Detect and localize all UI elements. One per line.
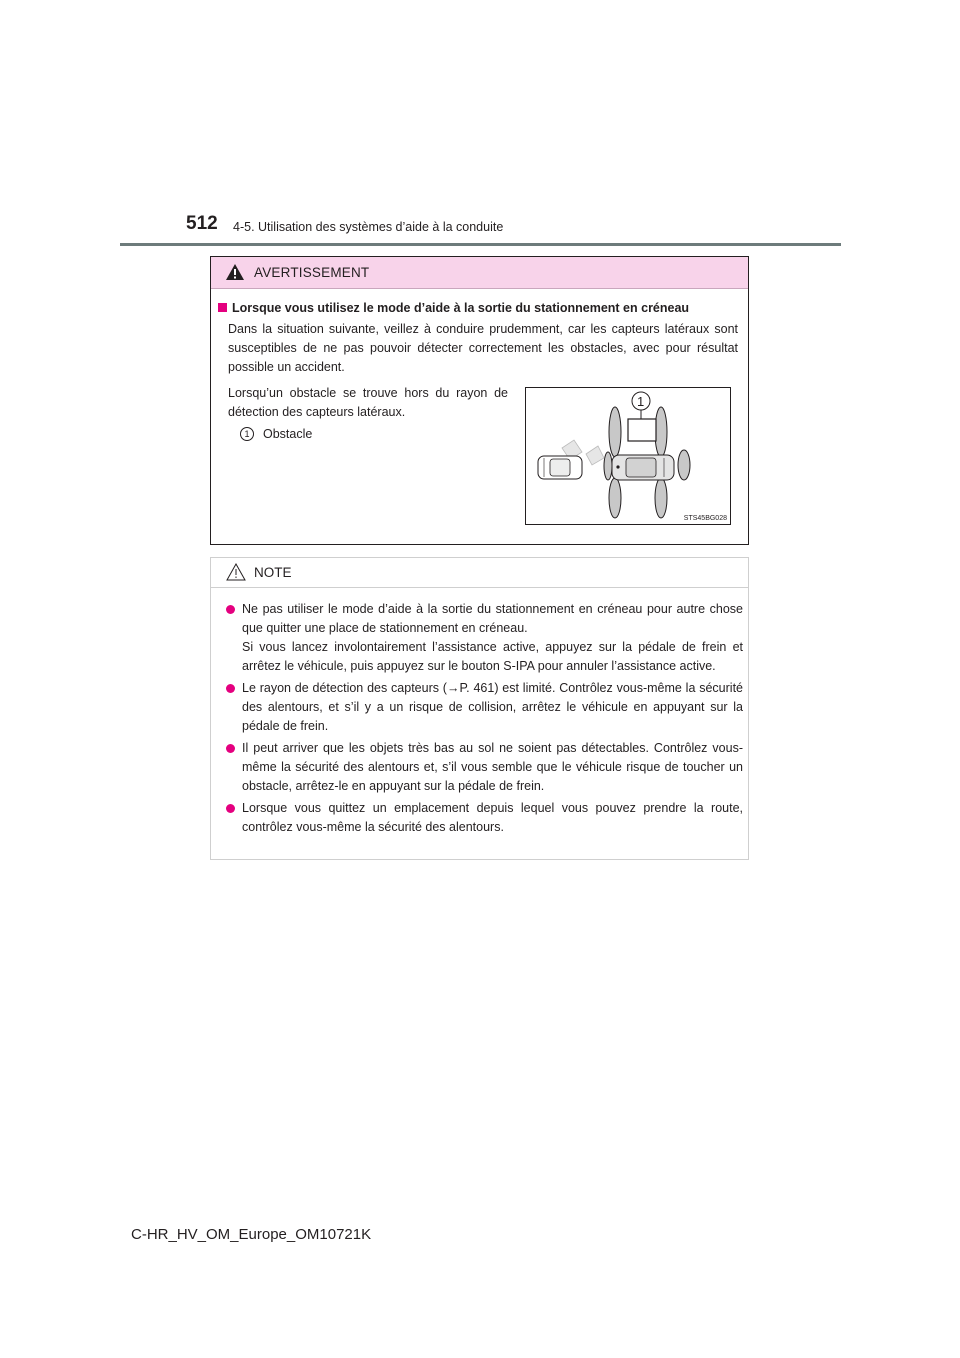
callout-number: 1: [240, 427, 254, 441]
note-text: Ne pas utiliser le mode d’aide à la sortie du stationnement en créneau pour autre chose que quitter une place de stationnement en créneau.: [242, 602, 743, 635]
warning-header: [211, 257, 748, 289]
parking-illustration: [525, 387, 731, 525]
page-number: 512: [186, 213, 218, 234]
warning-situation: Lorsqu’un obstacle se trouve hors du rayon de détection des capteurs latéraux.: [228, 386, 508, 419]
own-vehicle: [612, 455, 674, 480]
square-bullet-icon: [218, 303, 227, 312]
trajectory-arrow: [586, 446, 604, 465]
sensor-range-front: [604, 452, 612, 480]
note-text: Si vous lancez involontairement l’assistance active, appuyez sur la pédale de frein et arrêtez le véhicule, puis appuyez sur le bouton S-IPA pour annuler l’assistance active.: [242, 640, 743, 673]
note-text: Lorsque vous quittez un emplacement depuis lequel vous pouvez prendre la route, contrôlez vous-même la sécurité des alentours.: [242, 801, 743, 834]
warning-box: [210, 256, 749, 545]
note-text: Le rayon de détection des capteurs (→P. 461) est limité. Contrôlez vous-même la sécurité des alentours, et s’il y a un risque de collision, arrêtez le véhicule en appuyant sur la pédale de frein.: [242, 681, 743, 733]
warning-label: AVERTISSEMENT: [254, 265, 370, 280]
figure-code: STS45BG028: [683, 515, 727, 522]
callout-marker-number: 1: [637, 394, 645, 409]
sensor-range-rear-right: [655, 478, 667, 518]
warning-subheading-text: Lorsque vous utilisez le mode d’aide à la sortie du stationnement en créneau: [232, 301, 690, 315]
note-box: [210, 557, 749, 860]
note-item: [223, 679, 743, 736]
warning-paragraph: Dans la situation suivante, veillez à conduire prudemment, car les capteurs latéraux sont susceptibles de ne pas pouvoir détecter correctement les obstacles, avec pour résultat possible un accident.: [228, 322, 738, 374]
obstacle-box: [628, 419, 656, 441]
circle-bullet-icon: [226, 605, 235, 614]
circle-bullet-icon: [226, 684, 235, 693]
note-text: Il peut arriver que les objets très bas au sol ne soient pas détectables. Contrôlez vous-même la sécurité des alentours et, s’il vous semble que le véhicule risque de toucher un obstacle, arrêtez-le en appuyant sur la pédale de frein.: [242, 741, 743, 793]
sensor-range-rear-left: [655, 407, 667, 457]
note-item: [223, 739, 743, 796]
warning-icon: [226, 264, 244, 280]
note-label: NOTE: [254, 565, 292, 580]
note-header: [211, 558, 748, 588]
parked-car: [538, 456, 582, 479]
section-title: 4-5. Utilisation des systèmes d’aide à la conduite: [233, 220, 504, 234]
note-item: [223, 600, 743, 676]
callout-label: Obstacle: [263, 427, 313, 441]
circle-bullet-icon: [226, 744, 235, 753]
warning-subheading: [218, 301, 689, 315]
callout-legend: [240, 427, 312, 441]
parking-diagram: [526, 388, 732, 526]
circle-bullet-icon: [226, 804, 235, 813]
sensor-range-front-left: [609, 407, 621, 457]
footer-document-code: C-HR_HV_OM_Europe_OM10721K: [131, 1226, 372, 1243]
note-list: [223, 600, 743, 840]
note-item: [223, 799, 743, 837]
sensor-range-front-right: [609, 478, 621, 518]
header-rule: [120, 243, 841, 246]
sensor-range-rear: [678, 450, 690, 480]
caution-outline-icon: [226, 563, 246, 581]
